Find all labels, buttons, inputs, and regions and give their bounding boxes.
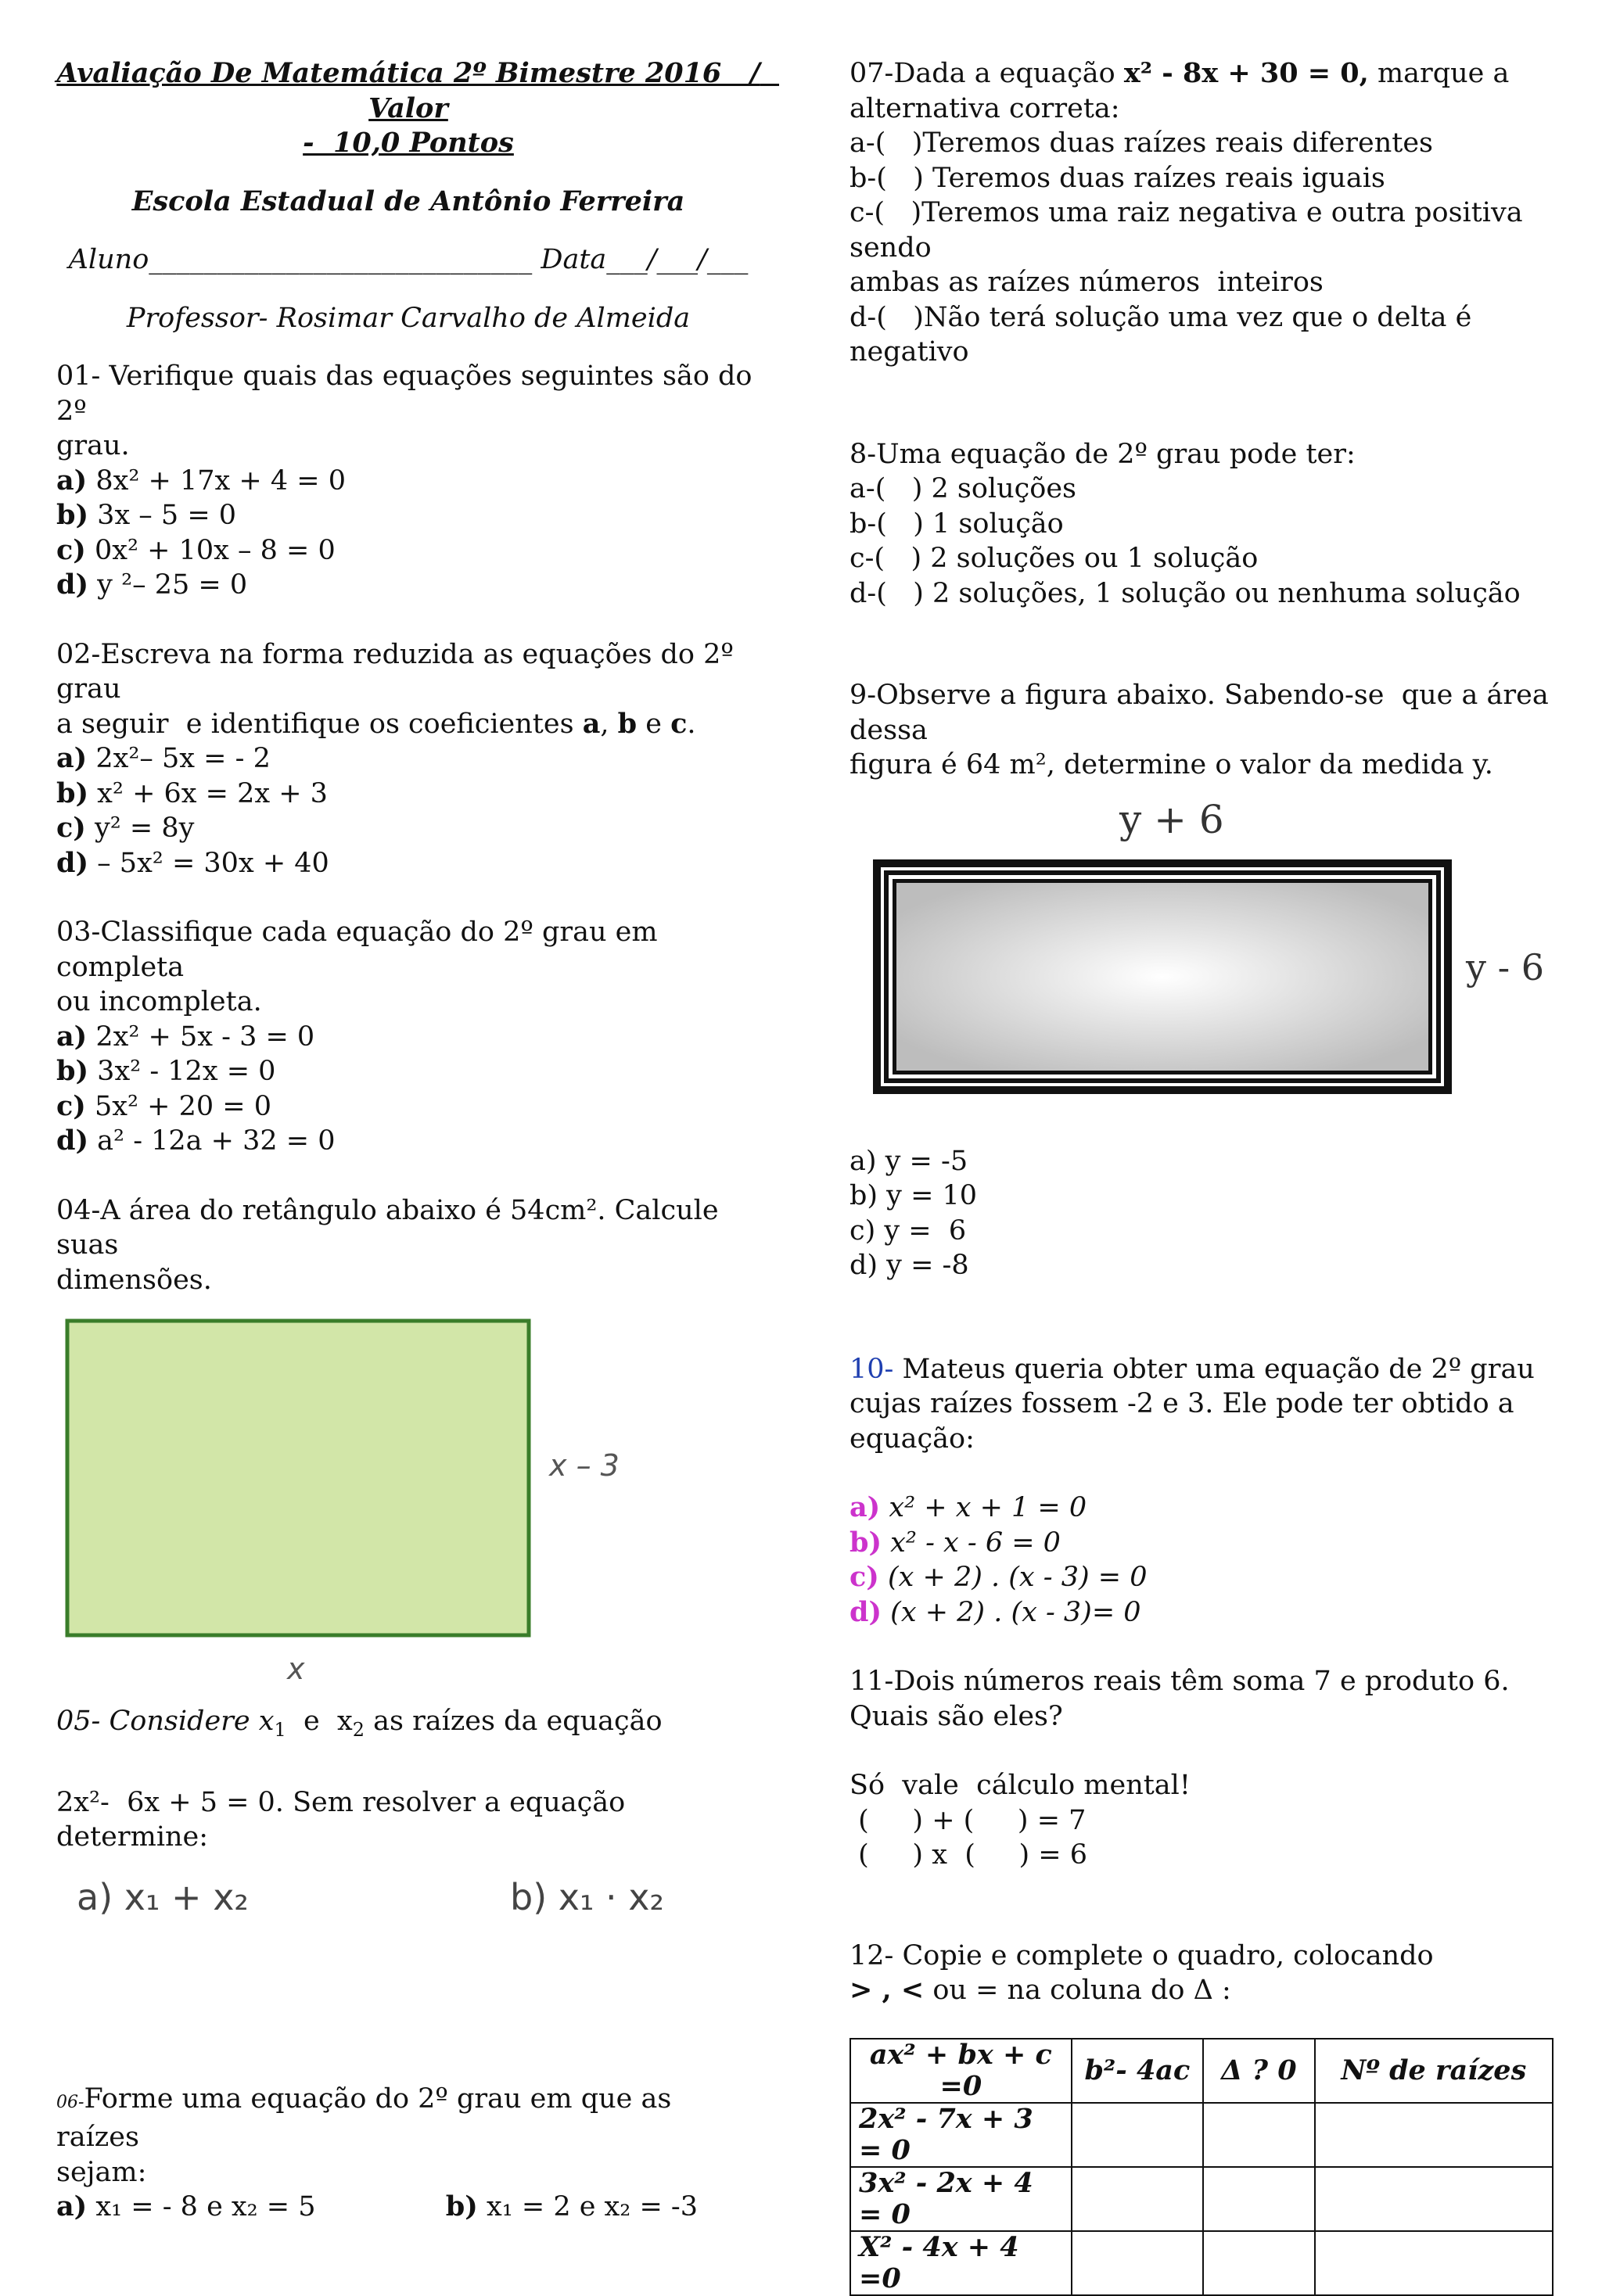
- frame-figure-svg: [849, 783, 1554, 1127]
- question-8-option-d: d-( ) 2 soluções, 1 solução ou nenhuma solução: [849, 577, 1521, 609]
- question-7-text-cont: alternativa correta:: [849, 92, 1120, 124]
- question-12-text: 12- Copie e complete o quadro, colocando: [849, 1939, 1434, 1971]
- option-text: x² + x + 1 = 0: [880, 1492, 1087, 1523]
- frame-side-label: y - 6: [1466, 945, 1545, 988]
- table-cell-equation: X² - 4x + 4 =0: [850, 2231, 1072, 2295]
- subscript: 1: [274, 1719, 286, 1741]
- question-11-sum: ( ) + ( ) = 7: [849, 1804, 1087, 1836]
- question-6-number: 06-: [56, 2092, 84, 2112]
- table-row: [850, 2231, 1553, 2295]
- table-header: ax² + bx + c =0: [850, 2039, 1072, 2103]
- text-fragment: .: [687, 708, 696, 740]
- green-rectangle: [67, 1321, 529, 1635]
- question-7-text: [849, 56, 1554, 91]
- item-text: a² - 12a + 32 = 0: [88, 1125, 336, 1157]
- question-5: [56, 1704, 760, 1944]
- question-7-option-a: a-( )Teremos duas raízes reais diferentes: [849, 127, 1434, 159]
- text-fragment: 05- Considere x: [56, 1706, 275, 1737]
- option-text: x² - x - 6 = 0: [882, 1526, 1061, 1559]
- table-cell-empty[interactable]: [1315, 2231, 1553, 2295]
- table-header: Δ ? 0: [1203, 2039, 1315, 2103]
- table-header: Nº de raízes: [1315, 2039, 1553, 2103]
- item-label: d): [56, 569, 89, 601]
- question-7-option-c-cont: ambas as raízes números inteiros: [849, 267, 1324, 298]
- question-10-text: [849, 1352, 1554, 1387]
- question-1: [56, 359, 760, 603]
- option-text: (x + 2) . (x - 3)= 0: [882, 1596, 1141, 1628]
- question-1-text-cont: grau.: [56, 430, 130, 461]
- question-4-text-cont: dimensões.: [56, 1264, 212, 1296]
- question-9: [849, 678, 1557, 1283]
- question-5-item-a: a) x₁ + x₂: [77, 1875, 249, 1918]
- question-3-item-b: [56, 1054, 760, 1089]
- question-11-product: ( ) x ( ) = 6: [849, 1839, 1087, 1871]
- left-column: [56, 56, 780, 2225]
- item-text: x₁ = - 8 e x₂ = 5: [87, 2191, 316, 2222]
- question-10-number: 10-: [849, 1353, 894, 1385]
- question-4: [56, 1193, 760, 1694]
- coef-c: c: [670, 707, 688, 740]
- delta-table: [849, 2038, 1554, 2296]
- question-7-option-b: b-( ) Teremos duas raízes reais iguais: [849, 162, 1385, 194]
- question-5-equation: 2x²- 6x + 5 = 0. Sem resolver a equação determine:: [56, 1786, 634, 1853]
- item-label: b): [56, 499, 89, 531]
- question-8-option-b: b-( ) 1 solução: [849, 508, 1064, 540]
- item-label: b): [56, 1055, 89, 1087]
- text-fragment: e: [637, 708, 671, 740]
- question-2-text: 02-Escreva na forma reduzida as equações do 2º grau: [56, 638, 742, 705]
- question-1-item-a: [56, 464, 760, 499]
- question-6-text: [56, 2082, 760, 2155]
- question-9-text-cont: figura é 64 m², determine o valor da medida y.: [849, 749, 1493, 780]
- question-4-text: 04-A área do retângulo abaixo é 54cm². Calcule suas: [56, 1194, 727, 1261]
- item-text: 2x²– 5x = - 2: [87, 743, 271, 774]
- frame-center: [896, 883, 1428, 1071]
- item-label: a): [56, 464, 88, 497]
- question-8-text: 8-Uma equação de 2º grau pode ter:: [849, 438, 1356, 470]
- item-text: 5x² + 20 = 0: [85, 1090, 271, 1122]
- table-header-row: [850, 2039, 1553, 2103]
- question-9-option-c: c) y = 6: [849, 1214, 967, 1247]
- option-label: c): [849, 1561, 879, 1593]
- question-9-text: 9-Observe a figura abaixo. Sabendo-se que a área dessa: [849, 680, 1557, 746]
- item-label: b): [56, 777, 89, 809]
- question-7-equation: x² - 8x + 30 = 0,: [1123, 57, 1369, 89]
- item-text: 8x² + 17x + 4 = 0: [87, 465, 346, 497]
- question-3-text-cont: ou incompleta.: [56, 986, 262, 1017]
- question-3-item-d: [56, 1124, 760, 1159]
- question-3: [56, 915, 760, 1159]
- item-label: a): [56, 2190, 88, 2222]
- item-text: y ²– 25 = 0: [88, 569, 248, 601]
- question-9-option-b: b) y = 10: [849, 1180, 978, 1211]
- table-header: b²- 4ac: [1072, 2039, 1203, 2103]
- item-label: b): [445, 2190, 478, 2222]
- rectangle-bottom-label: x: [287, 1652, 305, 1685]
- item-text: – 5x² = 30x + 40: [88, 847, 329, 879]
- question-7-option-d: d-( )Não terá solução uma vez que o delta é negativo: [849, 301, 1481, 368]
- question-3-item-c: [56, 1089, 760, 1125]
- rectangle-side-label: x – 3: [549, 1448, 620, 1483]
- subscript: 2: [352, 1719, 365, 1741]
- question-10-option-a: [849, 1491, 1554, 1526]
- option-label: d): [849, 1595, 882, 1628]
- question-8-option-c: c-( ) 2 soluções ou 1 solução: [849, 543, 1259, 574]
- rectangle-figure: [56, 1318, 760, 1693]
- item-text: 3x² - 12x = 0: [88, 1056, 276, 1087]
- option-label: b): [849, 1526, 882, 1559]
- table-row: [850, 2167, 1553, 2231]
- coef-b: b: [617, 707, 638, 740]
- table-cell-equation: 3x² - 2x + 4 = 0: [850, 2167, 1072, 2231]
- option-label: a): [849, 1491, 881, 1523]
- exam-header: [56, 56, 780, 335]
- item-label: d): [56, 1125, 89, 1157]
- question-2-text-cont: [56, 707, 760, 742]
- question-3-item-a: [56, 1020, 760, 1055]
- question-6-item-b: [446, 2190, 698, 2225]
- text-fragment: ou = na coluna do Δ :: [924, 1975, 1231, 2006]
- student-date-line: Aluno____________________________ Data___/___/___: [68, 244, 749, 275]
- item-label: c): [56, 533, 86, 566]
- question-1-item-b: [56, 498, 760, 533]
- coef-a: a: [582, 707, 601, 740]
- question-8-option-a: a-( ) 2 soluções: [849, 473, 1077, 504]
- question-12-text-cont: [849, 1973, 1554, 2008]
- item-text: 2x² + 5x - 3 = 0: [87, 1021, 315, 1053]
- question-11-instruction: Só vale cálculo mental!: [849, 1770, 1191, 1801]
- table-cell-empty[interactable]: [1315, 2167, 1553, 2231]
- item-text: x₁ = 2 e x₂ = -3: [477, 2191, 698, 2222]
- item-text: x² + 6x = 2x + 3: [88, 777, 328, 809]
- question-2-item-a: [56, 741, 760, 777]
- question-6-item-a: [56, 2190, 316, 2225]
- question-6-text-cont: sejam:: [56, 2156, 147, 2188]
- item-text: 0x² + 10x – 8 = 0: [85, 534, 336, 566]
- professor-name: Professor- Rosimar Carvalho de Almeida: [126, 302, 691, 334]
- table-cell-empty[interactable]: [1203, 2231, 1315, 2295]
- school-name: Escola Estadual de Antônio Ferreira: [131, 185, 685, 217]
- question-10-option-c: [849, 1560, 1554, 1595]
- table-cell-empty[interactable]: [1315, 2103, 1553, 2167]
- question-1-item-c: [56, 533, 760, 569]
- question-11: [849, 1664, 1554, 1873]
- question-2-item-c: [56, 811, 760, 846]
- exam-title-points: - 10,0 Pontos: [303, 127, 514, 159]
- item-text: 3x – 5 = 0: [88, 500, 237, 531]
- table-cell-empty[interactable]: [1072, 2167, 1203, 2231]
- question-7: [849, 56, 1554, 370]
- question-5-text: [56, 1704, 760, 1748]
- table-cell-empty[interactable]: [1203, 2103, 1315, 2167]
- question-6-items: [56, 2190, 698, 2225]
- table-row: [850, 2103, 1553, 2167]
- text-fragment: Mateus queria obter uma equação de 2º grau: [893, 1353, 1535, 1385]
- text-fragment: as raízes da equação: [365, 1706, 663, 1737]
- text-fragment: a seguir e identifique os coeficientes: [56, 708, 583, 740]
- text-fragment: e x: [286, 1706, 353, 1737]
- table-cell-equation: 2x² - 7x + 3 = 0: [850, 2103, 1072, 2167]
- table-cell-empty[interactable]: [1203, 2167, 1315, 2231]
- item-label: a): [56, 1020, 88, 1053]
- item-label: c): [56, 1089, 86, 1122]
- question-9-option-a: a) y = -5: [849, 1145, 968, 1177]
- question-5-item-b: b) x₁ · x₂: [510, 1875, 664, 1918]
- table-cell-empty[interactable]: [1072, 2231, 1203, 2295]
- question-6: [56, 2082, 760, 2225]
- question-12: [849, 1939, 1554, 2296]
- text-fragment: ,: [600, 708, 618, 740]
- question-1-text: 01- Verifique quais das equações seguintes são do 2º: [56, 361, 761, 427]
- option-text: (x + 2) . (x - 3) = 0: [878, 1562, 1148, 1593]
- question-2-item-d: [56, 846, 760, 881]
- question-1-item-d: [56, 568, 760, 603]
- text-fragment: Forme uma equação do 2º grau em que as raízes: [56, 2083, 681, 2153]
- question-7-option-c: c-( )Teremos uma raiz negativa e outra positiva sendo: [849, 197, 1532, 264]
- question-2-item-b: [56, 777, 760, 812]
- item-text: y² = 8y: [85, 813, 195, 844]
- question-8: [849, 437, 1554, 612]
- question-11-text: 11-Dois números reais têm soma 7 e produto 6.: [849, 1666, 1510, 1697]
- question-11-text-cont: Quais são eles?: [849, 1700, 1063, 1732]
- question-3-text: 03-Classifique cada equação do 2º grau em completa: [56, 917, 666, 983]
- question-10-option-d: [849, 1595, 1554, 1631]
- question-10-text-cont: cujas raízes fossem -2 e 3. Ele pode ter obtido a: [849, 1388, 1514, 1419]
- question-10-text-cont2: equação:: [849, 1422, 975, 1455]
- rectangle-figure-svg: [56, 1318, 760, 1685]
- exam-title: Avaliação De Matemática 2º Bimestre 2016 / Valor: [56, 57, 780, 124]
- comparison-symbols: > , <: [849, 1974, 925, 2006]
- question-5-items: [56, 1874, 760, 1944]
- frame-figure: [849, 783, 1554, 1127]
- frame-top-label: y + 6: [1119, 796, 1224, 842]
- question-10-option-b: [849, 1526, 1554, 1561]
- item-label: a): [56, 742, 88, 774]
- text-fragment: 07-Dada a equação: [849, 58, 1124, 89]
- question-2: [56, 637, 760, 881]
- item-label: c): [56, 812, 86, 844]
- question-10: [849, 1352, 1554, 1631]
- item-label: d): [56, 846, 89, 879]
- table-cell-empty[interactable]: [1072, 2103, 1203, 2167]
- text-fragment: marque a: [1368, 58, 1510, 89]
- question-9-option-d: d) y = -8: [849, 1250, 969, 1281]
- right-column: [849, 56, 1557, 2296]
